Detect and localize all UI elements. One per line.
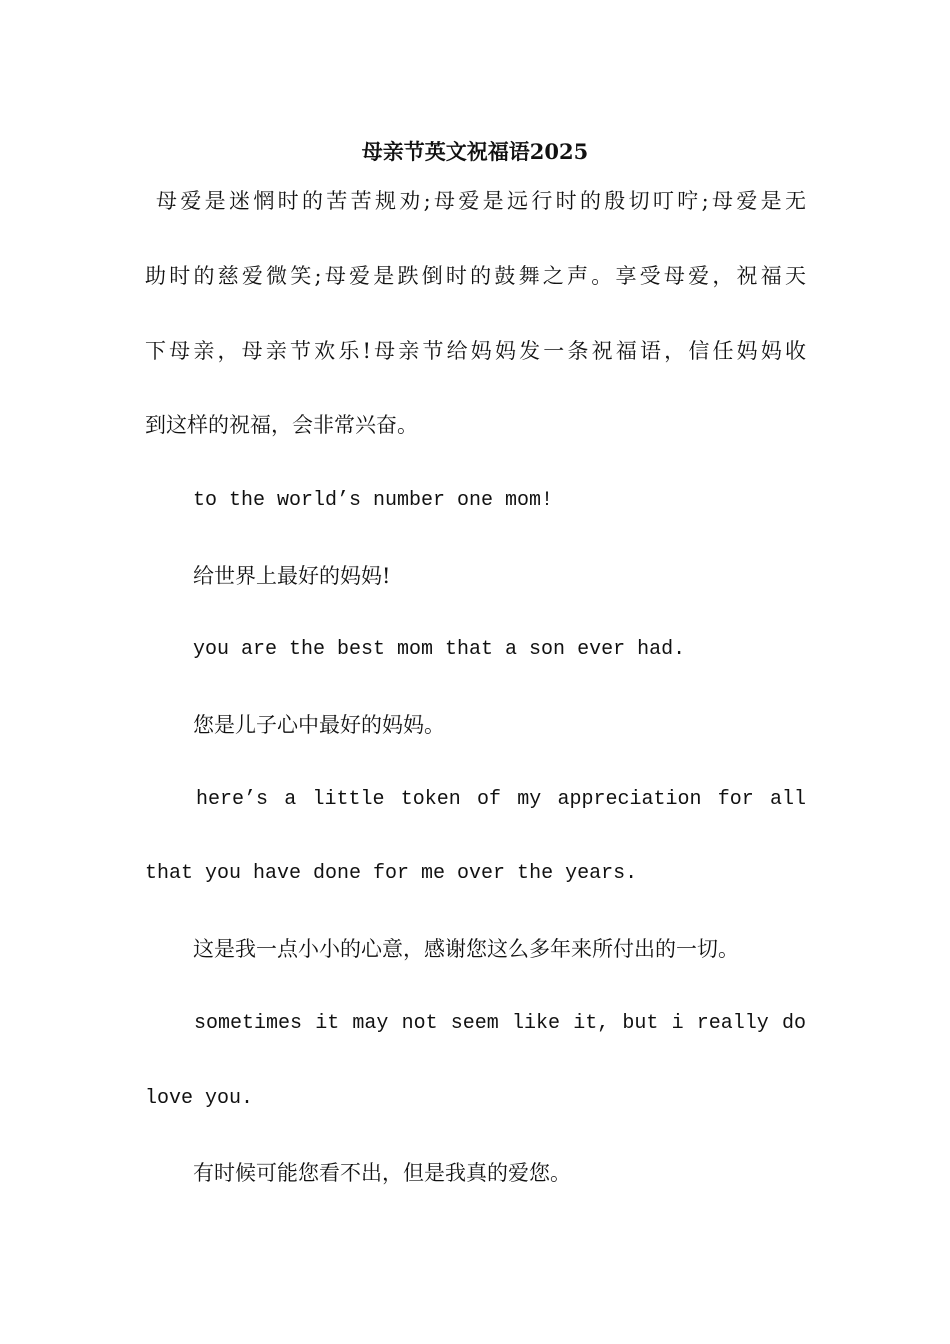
- document-title: 母亲节英文祝福语2025: [361, 139, 589, 164]
- entry-1-chinese: 给世界上最好的妈妈!: [193, 564, 391, 588]
- entry-4-english-line-2: love you.: [145, 1087, 254, 1110]
- intro-line-4: 到这样的祝福，会非常兴奋。: [145, 413, 418, 437]
- entry-4-chinese: 有时候可能您看不出，但是我真的爱您。: [193, 1161, 571, 1185]
- entry-3-chinese: 这是我一点小小的心意，感谢您这么多年来所付出的一切。: [193, 937, 739, 961]
- entry-3-english-line-2: that you have done for me over the years.: [145, 862, 638, 885]
- entry-2-chinese: 您是儿子心中最好的妈妈。: [193, 713, 445, 737]
- entry-4-english-line-1: sometimes it may not seem like it, but i really do: [194, 1012, 806, 1035]
- entry-1-english: to the world’s number one mom!: [193, 489, 554, 512]
- intro-line-3: 下母亲，母亲节欢乐!母亲节给妈妈发一条祝福语，信任妈妈收: [145, 339, 806, 363]
- entry-2-english: you are the best mom that a son ever had.: [193, 638, 686, 661]
- intro-line-1: 母爱是迷惘时的苦苦规劝;母爱是远行时的殷切叮咛;母爱是无: [156, 189, 806, 213]
- intro-line-2: 助时的慈爱微笑;母爱是跌倒时的鼓舞之声。享受母爱，祝福天: [145, 264, 806, 288]
- entry-3-english-line-1: here’s a little token of my appreciation for all: [196, 788, 806, 811]
